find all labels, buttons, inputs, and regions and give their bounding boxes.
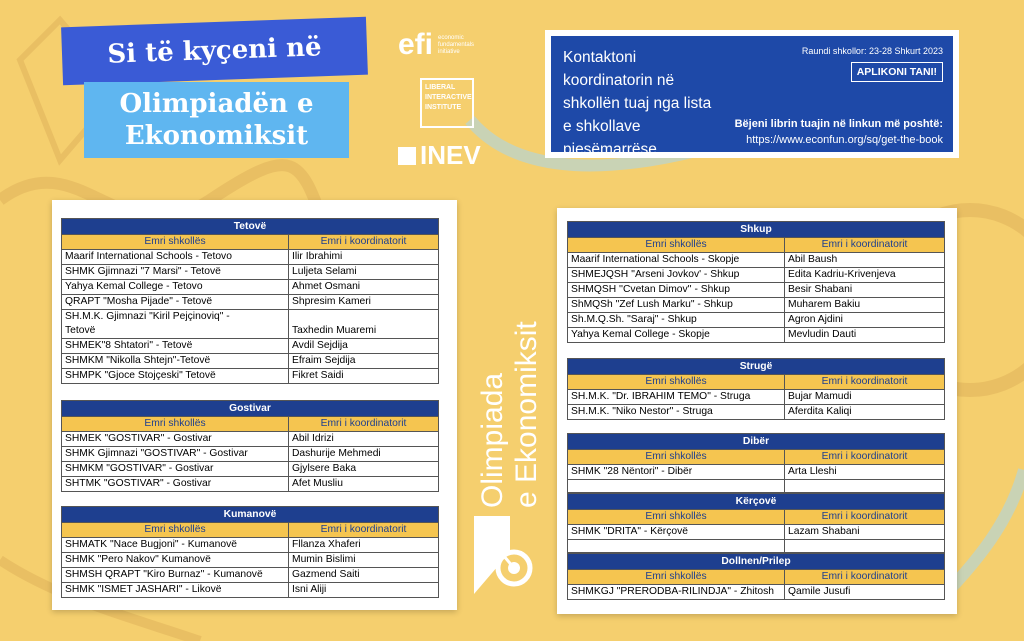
table-row [62,553,439,568]
table-row [62,432,439,447]
coordinator-name: Agron Ajdini [785,313,945,328]
table-diber [567,433,945,493]
coordinator-name: Edita Kadriu-Krivenjeva [785,268,945,283]
table-row [62,477,439,492]
coordinator-name: Mevludin Dauti [785,328,945,343]
vertical-branding [470,250,543,520]
table-row [62,265,439,280]
coordinator-name: Besir Shabani [785,283,945,298]
efi-logo-text: efi [398,28,434,61]
city-header-prilep: Dollnen/Prilep [568,554,945,570]
empty-cell [568,540,785,553]
column-header-coordinator: Emri i koordinatorit [289,235,439,250]
coordinator-name: Muharem Bakiu [785,298,945,313]
school-name: SHMEK"8 Shtatori" - Tetovë [62,339,289,354]
school-name: SHMPK "Gjoce Stojçeski" Tetovë [62,369,289,384]
coordinator-name: Qamile Jusufi [785,585,945,600]
column-header-school: Emri shkollës [568,375,785,390]
table-row [62,462,439,477]
contact-box [545,30,959,158]
inev-square-icon [398,147,416,165]
table-row [62,250,439,265]
column-header-school: Emri shkollës [568,510,785,525]
school-name: SHMSH QRAPT "Kiro Burnaz" - Kumanovë [62,568,289,583]
inev-logo [398,140,508,171]
contact-instructions: Kontaktoni koordinatorin në shkollën tuaj nga lista e shkollave pjesëmarrëse [563,49,712,158]
table-row [62,339,439,354]
round-dates: Raundi shkollor: 23-28 Shkurt 2023 [801,46,943,56]
table-row [62,447,439,462]
school-name: SHMK Gjimnazi "7 Marsi" - Tetovë [62,265,289,280]
title-line-2: Olimpiadën e [119,89,314,119]
school-name: SHMK "Pero Nakov" Kumanovë [62,553,289,568]
school-name: Maarif International Schools - Tetovo [62,250,289,265]
column-header-coordinator: Emri i koordinatorit [289,417,439,432]
school-name: SHMK "DRITA" - Kërçovë [568,525,785,540]
column-header-coordinator: Emri i koordinatorit [785,375,945,390]
efi-logo [398,28,508,62]
table-row [62,310,439,339]
table-gostivar [61,400,439,492]
apply-now-button[interactable]: APLIKONI TANI! [851,62,943,82]
school-name: SHMKM "Nikolla Shtejn"-Tetovë [62,354,289,369]
vertical-title-line-2: e Ekonomiksit [510,321,543,508]
school-name: SHMATK "Nace Bugjoni" - Kumanovë [62,538,289,553]
school-name: Sh.M.Q.Sh. "Saraj" - Shkup [568,313,785,328]
city-header-kercove: Kërçovë [568,494,945,510]
column-header-school: Emri shkollës [568,238,785,253]
coordinator-name: Gazmend Saiti [289,568,439,583]
book-link[interactable]: https://www.econfun.org/sq/get-the-book [746,134,943,146]
city-header-gostivar: Gostivar [62,401,439,417]
city-header-kumanove: Kumanovë [62,507,439,523]
table-struge [567,358,945,420]
school-name: SHMK "28 Nëntori" - Dibër [568,465,785,480]
title-line-1: Si të kyçeni në [106,32,323,70]
school-name: SHMK "ISMET JASHARI" - Likovë [62,583,289,598]
table-row [568,525,945,540]
table-row [568,585,945,600]
coordinator-name: Arta Lleshi [785,465,945,480]
coordinator-name: Efraim Sejdija [289,354,439,369]
table-row [568,405,945,420]
school-name-line-2: Tetovë [65,325,96,336]
school-name: Yahya Kemal College - Tetovo [62,280,289,295]
coordinator-name: Bujar Mamudi [785,390,945,405]
title-banner-bottom [84,82,349,158]
table-row [568,313,945,328]
coordinator-name: Dashurije Mehmedi [289,447,439,462]
empty-cell [785,540,945,553]
empty-cell [785,480,945,493]
table-row [62,280,439,295]
coordinator-name: Shpresim Kameri [289,295,439,310]
school-name: SHMKGJ "PRERODBA-RILINDJA" - Zhitosh [568,585,785,600]
school-name: QRAPT "Mosha Pijade" - Tetovë [62,295,289,310]
column-header-school: Emri shkollës [62,523,289,538]
table-row [568,283,945,298]
table-row [568,328,945,343]
coordinator-name: Isni Aliji [289,583,439,598]
table-row [568,298,945,313]
coordinator-name: Avdil Sejdija [289,339,439,354]
school-name: SHMEK "GOSTIVAR" - Gostivar [62,432,289,447]
table-kercove [567,493,945,553]
coordinator-name: Taxhedin Muaremi [289,310,439,339]
school-name: SHMQSH ''Cvetan Dimov'' - Shkup [568,283,785,298]
school-name: ShMQSh "Zef Lush Marku" - Shkup [568,298,785,313]
coordinator-name: Abil Baush [785,253,945,268]
inev-logo-text: INEV [420,140,481,170]
table-row [62,568,439,583]
table-row [62,354,439,369]
city-header-struge: Strugë [568,359,945,375]
table-prilep [567,553,945,600]
olympiad-logo-icon [470,512,538,598]
book-instructions: Bëjeni librin tuajin në linkun më poshtë: [734,118,943,130]
coordinator-name: Ilir Ibrahimi [289,250,439,265]
table-row [568,268,945,283]
table-row [568,465,945,480]
left-schools-panel [52,200,457,610]
school-name: SH.M.K. "Dr. IBRAHIM TEMO" - Struga [568,390,785,405]
table-row [62,369,439,384]
vertical-title [476,321,544,508]
table-kumanove [61,506,439,598]
table-row [568,480,945,493]
coordinator-name: Fllanza Xhaferi [289,538,439,553]
title-banner-top [61,17,368,86]
column-header-coordinator: Emri i koordinatorit [785,450,945,465]
column-header-school: Emri shkollës [568,570,785,585]
school-name: SHMKM "GOSTIVAR" - Gostivar [62,462,289,477]
column-header-school: Emri shkollës [62,235,289,250]
coordinator-name: Mumin Bislimi [289,553,439,568]
coordinator-name: Lazam Shabani [785,525,945,540]
column-header-coordinator: Emri i koordinatorit [785,510,945,525]
table-row [568,540,945,553]
efi-logo-subtext: economic fundamentals initiative [438,34,475,55]
table-tetove [61,218,439,384]
coordinator-name: Gjylsere Baka [289,462,439,477]
table-row [62,295,439,310]
partner-logos [398,28,508,171]
coordinator-name: Abil Idrizi [289,432,439,447]
coordinator-name: Fikret Saidi [289,369,439,384]
column-header-school: Emri shkollës [568,450,785,465]
school-name: Maarif International Schools - Skopje [568,253,785,268]
coordinator-name: Afet Musliu [289,477,439,492]
coordinator-name: Ahmet Osmani [289,280,439,295]
coordinator-name: Aferdita Kaliqi [785,405,945,420]
empty-cell [568,480,785,493]
school-name: Yahya Kemal College - Skopje [568,328,785,343]
table-row [568,390,945,405]
table-row [62,583,439,598]
table-shkup [567,221,945,343]
city-header-tetove: Tetovë [62,219,439,235]
lii-logo: LIBERAL INTERACTIVE INSTITUTE [420,78,474,128]
school-name-line-1: SH.M.K. Gjimnazi "Kiril Pejçinoviq" - [65,311,230,322]
column-header-coordinator: Emri i koordinatorit [785,570,945,585]
coordinator-name: Luljeta Selami [289,265,439,280]
school-name: SHMEJQSH ''Arseni Jovkov' - Shkup [568,268,785,283]
school-name: SHTMK "GOSTIVAR" - Gostivar [62,477,289,492]
city-header-shkup: Shkup [568,222,945,238]
column-header-coordinator: Emri i koordinatorit [289,523,439,538]
column-header-coordinator: Emri i koordinatorit [785,238,945,253]
table-row [568,253,945,268]
school-name: SH.M.K. "Niko Nestor" - Struga [568,405,785,420]
vertical-title-line-1: Olimpiada [476,372,509,508]
right-schools-panel [557,208,957,614]
title-line-3: Ekonomiksit [124,121,309,151]
school-name [62,310,289,339]
table-row [62,538,439,553]
city-header-diber: Dibër [568,434,945,450]
school-name: SHMK Gjimnazi "GOSTIVAR" - Gostivar [62,447,289,462]
column-header-school: Emri shkollës [62,417,289,432]
contact-box-inner [551,36,953,158]
